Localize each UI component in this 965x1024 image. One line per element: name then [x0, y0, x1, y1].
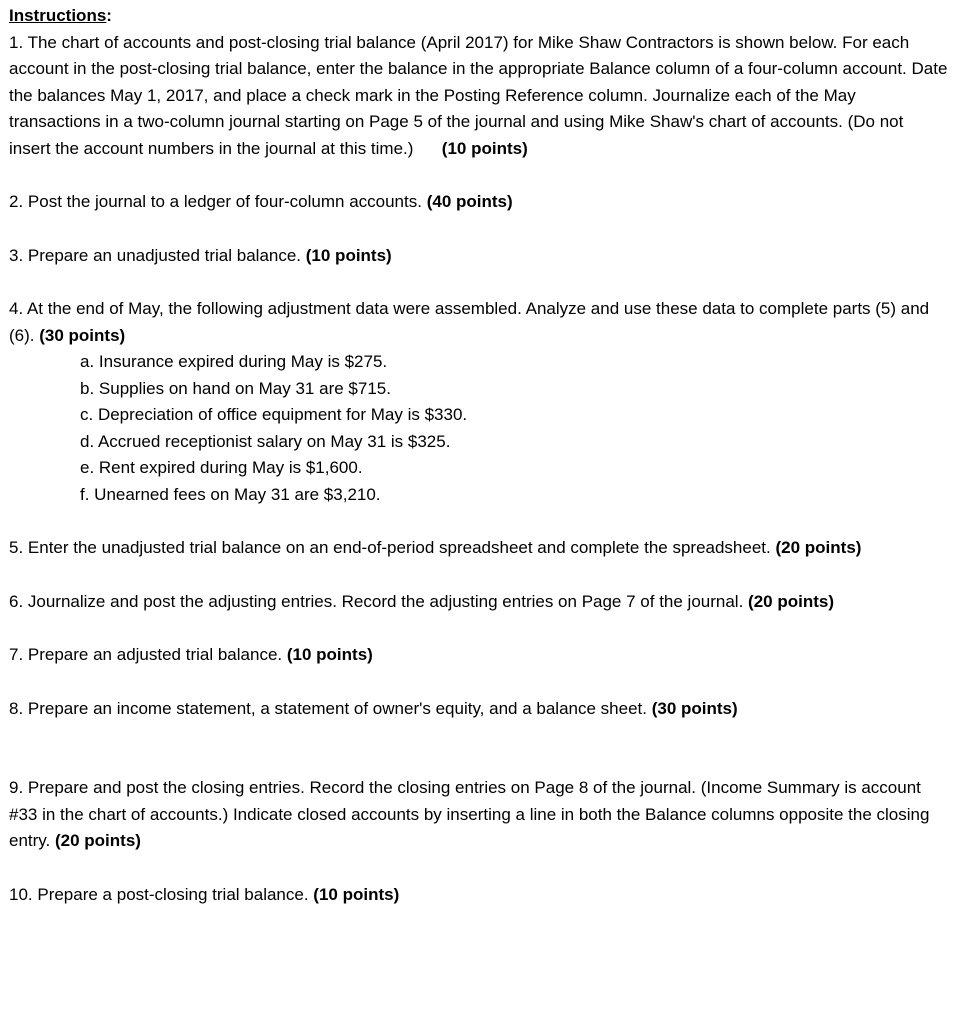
- spacer: [9, 669, 949, 696]
- instruction-text: 9. Prepare and post the closing entries. Record the closing entries on Page 8 of the journal. (Income Summary is account #33 in the chart of accounts.) Indicate closed accounts by inserting a line in both the Balance columns opposite the closing entry.: [9, 778, 930, 850]
- instruction-points: (10 points): [305, 245, 392, 265]
- spacer: [9, 722, 949, 775]
- spacer: [9, 615, 949, 642]
- spacer: [9, 855, 949, 882]
- instructions-title: Instructions: [9, 6, 107, 25]
- instruction-item-2: [9, 189, 949, 216]
- instruction-text: 7. Prepare an adjusted trial balance.: [9, 645, 283, 664]
- instruction-points: (10 points): [286, 645, 373, 664]
- instructions-title-colon: :: [106, 6, 112, 25]
- instructions-heading: [9, 3, 949, 30]
- instructions-document: [9, 3, 949, 908]
- instruction-item-4: [9, 296, 949, 349]
- instruction-text: 2. Post the journal to a ledger of four-column accounts.: [9, 192, 422, 211]
- instruction-item-10: [9, 882, 949, 909]
- instruction-points: (20 points): [55, 831, 141, 850]
- instruction-item-7: [9, 642, 949, 669]
- instruction-item-8: [9, 696, 949, 723]
- adjustment-item-a: a. Insurance expired during May is $275.: [80, 352, 388, 371]
- instruction-points: (20 points): [748, 591, 834, 611]
- instruction-item-6: [9, 589, 949, 616]
- instruction-text: 3. Prepare an unadjusted trial balance.: [9, 245, 302, 265]
- instruction-item-9: [9, 775, 949, 855]
- spacer: [9, 216, 949, 243]
- instruction-points: (10 points): [313, 884, 400, 904]
- instruction-text: 1. The chart of accounts and post-closing trial balance (April 2017) for Mike Shaw Contractors is shown below. For each account in the post-closing trial balance, enter the balance in the appropriate Balance column of a four-column account. Date the balances May 1, 2017, and place a check mark in the Posting Reference column. Journalize each of the May transactions in a two-column journal starting on Page 5 of the journal and using Mike Shaw's chart of accounts. (Do not insert the account numbers in the journal at this time.): [9, 32, 948, 158]
- adjustment-item-f: f. Unearned fees on May 31 are $3,210.: [80, 484, 381, 504]
- spacer: [9, 269, 949, 296]
- instruction-points: (30 points): [651, 698, 738, 718]
- instruction-points: (40 points): [426, 192, 513, 211]
- instruction-text: 5. Enter the unadjusted trial balance on an end-of-period spreadsheet and complete the spreadsheet.: [9, 538, 771, 557]
- adjustment-item-e: e. Rent expired during May is $1,600.: [80, 458, 363, 477]
- instruction-text: 10. Prepare a post-closing trial balance.: [9, 884, 309, 904]
- spacer: [9, 508, 949, 535]
- instruction-item-1: [9, 30, 949, 163]
- instruction-text: 4. At the end of May, the following adjustment data were assembled. Analyze and use these data to complete parts (5) and (6).: [9, 299, 930, 345]
- adjustment-data-list: [9, 349, 949, 508]
- spacer: [9, 162, 949, 189]
- instruction-points: (10 points): [441, 138, 528, 158]
- adjustment-item-c: c. Depreciation of office equipment for May is $330.: [80, 405, 468, 424]
- spacer: [9, 562, 949, 589]
- instruction-item-5: [9, 535, 949, 562]
- adjustment-item-b: b. Supplies on hand on May 31 are $715.: [80, 378, 391, 398]
- instruction-item-3: [9, 243, 949, 270]
- instruction-points: (30 points): [39, 325, 126, 345]
- instruction-points: (20 points): [775, 538, 862, 557]
- instruction-text: 6. Journalize and post the adjusting entries. Record the adjusting entries on Page 7 of the journal.: [9, 591, 744, 611]
- adjustment-item-d: d. Accrued receptionist salary on May 31 is $325.: [80, 431, 451, 451]
- instruction-text: 8. Prepare an income statement, a statement of owner's equity, and a balance sheet.: [9, 698, 647, 718]
